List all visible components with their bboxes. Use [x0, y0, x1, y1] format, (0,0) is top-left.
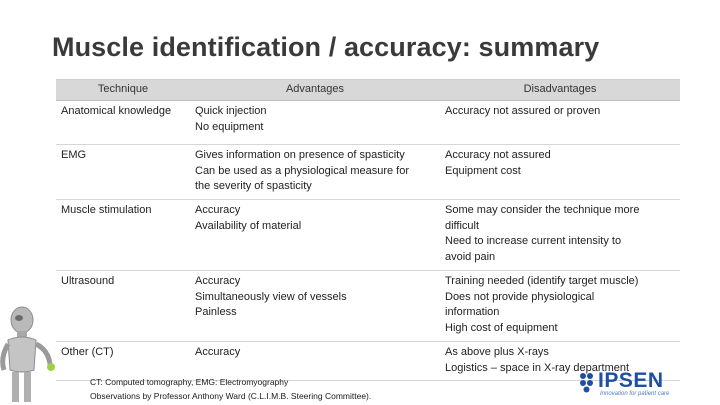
logo-wordmark: IPSEN: [598, 369, 664, 392]
disadvantage-line: Need to increase current intensity to: [445, 235, 622, 247]
header-advantages: Advantages: [190, 80, 440, 101]
ipsen-mark-icon: [578, 371, 596, 393]
advantages-cell: [190, 200, 440, 271]
disadvantages-cell: [440, 101, 680, 145]
abbreviations-note: CT: Computed tomography, EMG: Electromyography: [90, 377, 289, 387]
advantages-cell: [190, 145, 440, 200]
technique-cell: Ultrasound: [56, 271, 190, 342]
slide-title: Muscle identification / accuracy: summary: [52, 32, 600, 62]
advantage-line: No equipment: [195, 120, 264, 133]
advantages-cell: [190, 271, 440, 342]
table-row: [56, 200, 680, 271]
advantage-line: Quick injection: [195, 105, 267, 117]
summary-table: [56, 79, 680, 381]
disadvantage-line: difficult: [445, 219, 480, 232]
ipsen-logo: [578, 369, 688, 401]
disadvantages-cell: [440, 200, 680, 271]
technique-cell: Muscle stimulation: [56, 200, 190, 271]
disadvantage-line: Training needed (identify target muscle): [445, 275, 639, 287]
advantage-line: the severity of spasticity: [195, 180, 312, 192]
advantage-line: Gives information on presence of spasticity: [195, 149, 405, 161]
disadvantage-line: Accuracy not assured: [445, 149, 551, 161]
header-disadvantages: Disadvantages: [440, 80, 680, 101]
advantage-line: Availability of material: [195, 219, 302, 232]
disadvantage-line: avoid pain: [445, 250, 496, 263]
technique-cell: EMG: [56, 145, 190, 200]
robot-figure-icon: [0, 300, 60, 405]
disadvantages-cell: [440, 145, 680, 200]
disadvantage-line: Equipment cost: [445, 164, 521, 177]
advantage-line: Painless: [195, 306, 237, 318]
footnote: [90, 375, 371, 403]
disadvantages-cell: [440, 271, 680, 342]
disadvantage-line: Does not provide physiological: [445, 290, 595, 303]
disadvantage-line: Some may consider the technique more: [445, 204, 640, 216]
advantage-line: Can be used as a physiological measure for: [195, 164, 410, 177]
table-row: [56, 271, 680, 342]
table-header: [56, 80, 680, 101]
source-note: Observations by Professor Anthony Ward (C.L.I.M.B. Steering Committee).: [90, 391, 372, 401]
advantage-line: Simultaneously view of vessels: [195, 290, 347, 303]
logo-tagline: Innovation for patient care: [600, 391, 670, 397]
disadvantage-line: High cost of equipment: [445, 321, 558, 334]
table-row: [56, 101, 680, 145]
advantage-line: Accuracy: [195, 346, 241, 358]
table-row: [56, 145, 680, 200]
disadvantage-line: information: [445, 306, 500, 318]
disadvantage-line: Logistics – space in X-ray department: [445, 361, 630, 374]
advantage-line: Accuracy: [195, 275, 241, 287]
disadvantage-line: As above plus X-rays: [445, 346, 549, 358]
disadvantage-line: Accuracy not assured or proven: [445, 105, 601, 117]
advantages-cell: [190, 101, 440, 145]
header-technique: Technique: [56, 80, 190, 101]
technique-cell: Anatomical knowledge: [56, 101, 190, 145]
technique-cell: Other (CT): [56, 342, 190, 381]
advantage-line: Accuracy: [195, 204, 241, 216]
